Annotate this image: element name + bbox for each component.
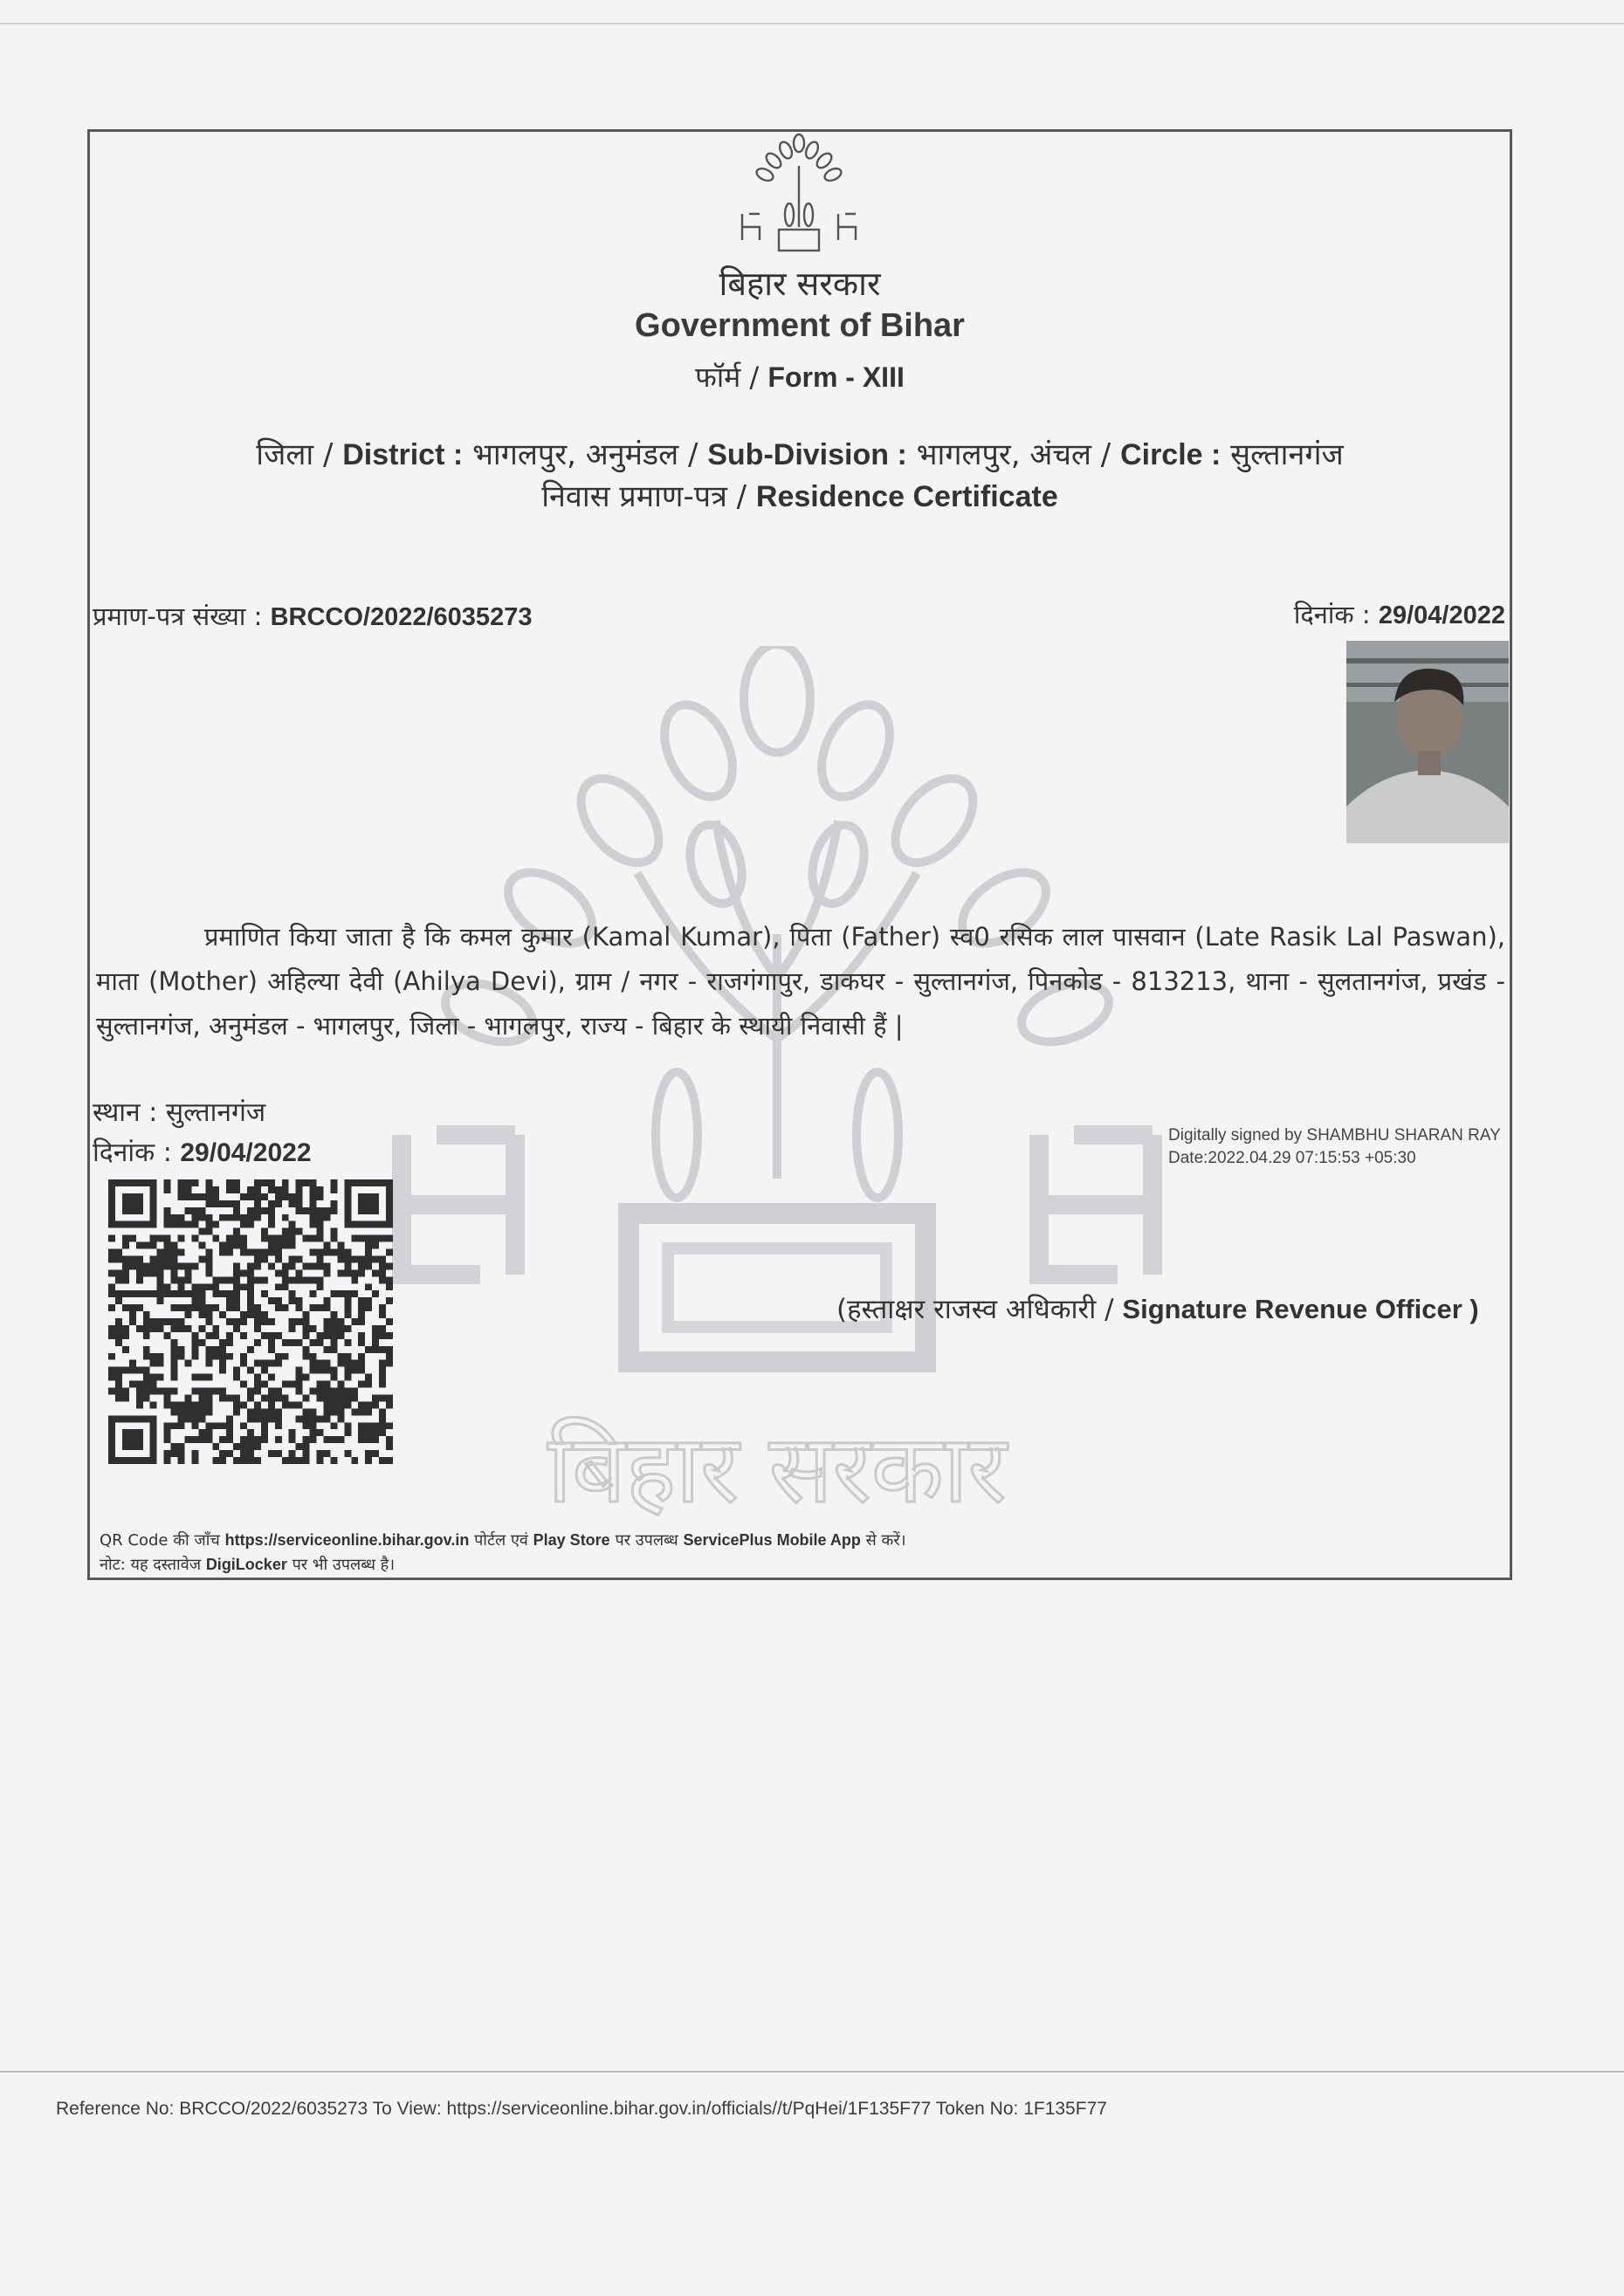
header-title-english: Government of Bihar (635, 307, 965, 344)
qr-verification-note (100, 1530, 906, 1550)
signature-label-hindi: (हस्ताक्षर राजस्व अधिकारी / (836, 1294, 1114, 1325)
header-title-hindi: बिहार सरकार (719, 265, 881, 303)
jurisdiction-line (87, 433, 1512, 473)
subdivision-label-hindi: अनुमंडल / (585, 437, 698, 472)
place-label: स्थान : (93, 1097, 158, 1128)
qr-note-suffix: से करें। (865, 1531, 906, 1550)
certificate-number-value: BRCCO/2022/6035273 (270, 603, 533, 631)
certificate-type (87, 475, 1512, 515)
place-date (93, 1133, 312, 1169)
circle-value: सुल्तानगंज (1230, 437, 1344, 472)
subdivision-label-english: Sub-Division : (707, 438, 907, 471)
circle-label-hindi: अंचल / (1029, 437, 1111, 472)
qr-note-prefix: QR Code की जाँच (100, 1531, 220, 1550)
qr-note-mid2: पर उपलब्ध (615, 1531, 678, 1550)
district-value: भागलपुर, (471, 437, 576, 472)
subdivision-value: भागलपुर, (916, 437, 1021, 472)
applicant-photo (1346, 641, 1509, 843)
qr-code (108, 1179, 393, 1465)
footer-reference: Reference No: BRCCO/2022/6035273 To View: https://serviceonline.bihar.gov.in/officials//t/PqHei/1F135F77 Token No: 1F135F77 (56, 2099, 1107, 2119)
circle-label-english: Circle : (1120, 438, 1221, 471)
watermark-text: बिहार सरकार (547, 1415, 1007, 1524)
place-value: सुल्तानगंज (165, 1097, 266, 1128)
form-number (87, 358, 1512, 395)
issue-date-label: दिनांक : (1293, 600, 1371, 629)
certificate-body: प्रमाणित किया जाता है कि कमल कुमार (Kamal Kumar), पिता (Father) स्व0 रसिक लाल पासवान (Late Rasik Lal Paswan), माता (Mother) अहिल्या देवी (Ahilya Devi), ग्राम / नगर - राजगंगापुर, डाकघर - सुल्तानगंज, पिनकोड - 813213, थाना - सुलतानगंज, प्रखंड - सुल्तानगंज, अनुमंडल - भागलपुर, जिला - भागलपुर, राज्य - बिहार के स्थायी निवासी हैं | (96, 922, 1505, 1041)
certificate-type-hindi: निवास प्रमाण-पत्र / (541, 479, 747, 514)
digital-signature (1168, 1124, 1501, 1170)
digilocker-note-name: DigiLocker (205, 1556, 287, 1573)
qr-note-app: ServicePlus Mobile App (683, 1531, 861, 1549)
digilocker-note (100, 1554, 395, 1575)
digilocker-note-suffix: पर भी उपलब्ध है। (292, 1556, 396, 1574)
digilocker-note-prefix: नोट: यह दस्तावेज (100, 1556, 202, 1574)
certificate-number-label: प्रमाण-पत्र संख्या : (93, 601, 263, 631)
signature-revenue-officer (836, 1290, 1479, 1327)
bihar-emblem-logo (733, 131, 864, 262)
qr-note-mid: पोर्टल एवं (474, 1531, 528, 1550)
signature-label-english: Signature Revenue Officer ) (1122, 1294, 1479, 1324)
certificate-number (93, 599, 532, 633)
certificate-type-english: Residence Certificate (755, 480, 1058, 513)
qr-note-url: https://serviceonline.bihar.gov.in (224, 1531, 470, 1549)
district-label-english: District : (342, 438, 464, 471)
digital-signature-signer: Digitally signed by SHAMBHU SHARAN RAY (1168, 1126, 1501, 1145)
form-label-english: Form - XIII (767, 361, 905, 393)
issue-date-value: 29/04/2022 (1378, 601, 1505, 629)
district-label-hindi: जिला / (256, 437, 334, 472)
digital-signature-date: Date:2022.04.29 07:15:53 +05:30 (1168, 1149, 1416, 1167)
place-date-label: दिनांक : (93, 1138, 172, 1168)
form-label-hindi: फॉर्म / (695, 361, 760, 394)
issue-date (1294, 597, 1505, 631)
page-fold-line (0, 2071, 1624, 2073)
place (93, 1093, 265, 1129)
page-top-edge (0, 23, 1624, 24)
qr-note-store: Play Store (533, 1531, 610, 1549)
place-date-value: 29/04/2022 (180, 1138, 312, 1167)
